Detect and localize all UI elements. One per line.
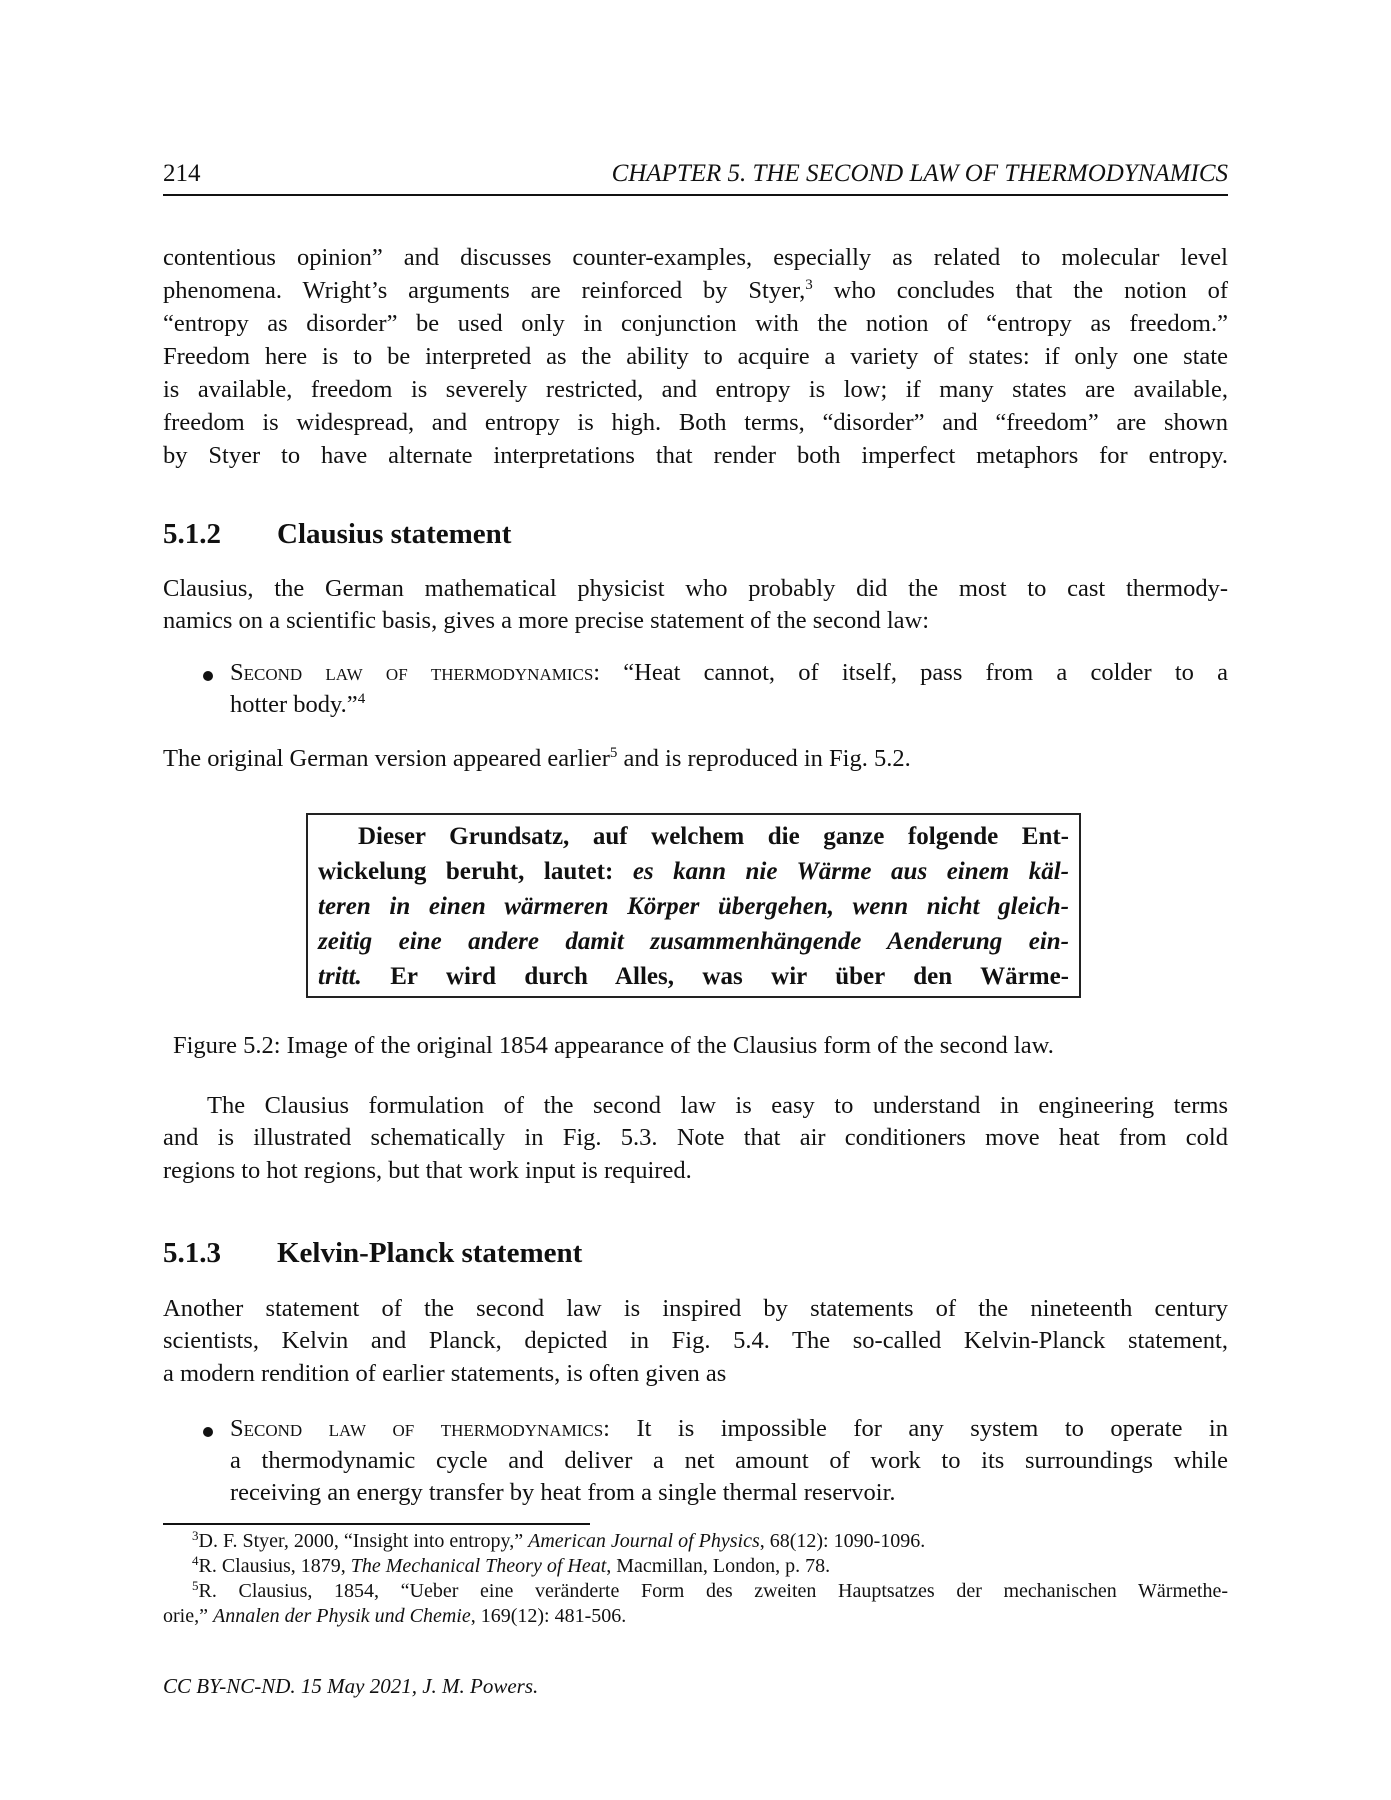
line-text: who concludes that the notion of xyxy=(812,277,1228,304)
footnote-5 xyxy=(192,1579,1228,1604)
paragraph-line: by Styer to have alternate interpretations that render both imperfect metaphors for entropy. xyxy=(163,442,1228,469)
bullet-line xyxy=(230,688,1228,721)
footnote-ref[interactable]: 3 xyxy=(805,277,813,293)
bullet-line: a thermodynamic cycle and deliver a net amount of work to its surroundings while xyxy=(230,1447,1228,1474)
footnote-4 xyxy=(192,1554,1257,1579)
figure-text: Er wird durch Alles, was wir über den Wärme- xyxy=(361,963,1069,990)
figure-text-italic: teren in einen wärmeren Körper übergehen, wenn nicht gleich- xyxy=(318,893,1069,920)
figure-text-line xyxy=(318,959,1069,994)
footnote-italic: The Mechanical Theory of Heat xyxy=(350,1555,607,1577)
figure-caption: Figure 5.2: Image of the original 1854 appearance of the Clausius form of the second law. xyxy=(173,1032,1054,1059)
figure-text-italic: zeitig eine andere damit zusammenhängende Aenderung ein- xyxy=(318,928,1069,955)
paragraph-line: and is illustrated schematically in Fig. 5.3. Note that air conditioners move heat from cold xyxy=(163,1124,1228,1151)
law-label: Second law of thermodynamics: xyxy=(230,659,601,686)
chapter-title: CHAPTER 5. THE SECOND LAW OF THERMODYNAMICS xyxy=(611,160,1228,187)
figure-text-italic: tritt. xyxy=(318,963,362,990)
footnote-text: D. F. Styer, 2000, “Insight into entropy,” xyxy=(198,1530,529,1552)
footnote-5-continued xyxy=(163,1604,1228,1629)
figure-text-line xyxy=(318,854,1069,889)
bullet-line: receiving an energy transfer by heat from a single thermal reservoir. xyxy=(230,1479,896,1506)
figure-text: wickelung beruht, lautet: xyxy=(318,858,633,885)
figure-5-2-image xyxy=(306,813,1081,998)
paragraph-line xyxy=(163,742,1228,775)
section-title: Clausius statement xyxy=(277,518,512,550)
footnote-3 xyxy=(192,1529,1257,1554)
figure-text-line xyxy=(318,889,1069,924)
footnote-text: , 68(12): 1090-1096. xyxy=(759,1530,926,1552)
figure-text-italic: es kann nie Wärme aus einem käl- xyxy=(632,858,1069,885)
paragraph-line: Clausius, the German mathematical physicist who probably did the most to cast thermody- xyxy=(163,575,1228,602)
paragraph-line: The Clausius formulation of the second law is easy to understand in engineering terms xyxy=(207,1092,1228,1119)
paragraph-line xyxy=(163,274,1228,307)
line-text: and is reproduced in Fig. 5.2. xyxy=(617,745,911,772)
line-text: The original German version appeared earlier xyxy=(163,745,610,772)
bullet-line xyxy=(230,1412,1228,1445)
footnote-marker: 5 xyxy=(192,1578,199,1593)
footnote-text: , 169(12): 481-506. xyxy=(470,1605,627,1627)
footnote-ref[interactable]: 5 xyxy=(609,745,618,761)
paragraph-line: scientists, Kelvin and Planck, depicted in Fig. 5.4. The so-called Kelvin-Planck statement, xyxy=(163,1327,1228,1354)
footnote-rule xyxy=(163,1523,590,1525)
bullet-icon xyxy=(203,1427,213,1437)
section-number: 5.1.2 xyxy=(163,518,221,550)
bullet-icon xyxy=(203,671,213,681)
law-label: Second law of thermodynamics: xyxy=(230,1415,610,1442)
running-head xyxy=(163,160,1228,194)
footnote-text: R. Clausius, 1854, “Ueber eine veränderte Form des zweiten Hauptsatzes der mechanischen Wärmethe- xyxy=(198,1580,1228,1602)
footnote-marker: 4 xyxy=(192,1553,199,1568)
paragraph-line: freedom is widespread, and entropy is high. Both terms, “disorder” and “freedom” are shown xyxy=(163,409,1228,436)
footnote-text: , Macmillan, London, p. 78. xyxy=(606,1555,831,1577)
footnote-italic: Annalen der Physik und Chemie xyxy=(212,1605,471,1627)
paragraph-line: Freedom here is to be interpreted as the ability to acquire a variety of states: if only one state xyxy=(163,343,1228,370)
section-number: 5.1.3 xyxy=(163,1237,221,1269)
paragraph-line: namics on a scientific basis, gives a more precise statement of the second law: xyxy=(163,607,930,634)
paragraph-line: contentious opinion” and discusses counter-examples, especially as related to molecular level xyxy=(163,244,1228,271)
figure-text-line xyxy=(318,924,1069,959)
paragraph-line: a modern rendition of earlier statements, is often given as xyxy=(163,1360,727,1387)
line-text: It is impossible for any system to operate in xyxy=(609,1415,1228,1442)
footnote-marker: 3 xyxy=(192,1528,199,1543)
paragraph-line: “entropy as disorder” be used only in conjunction with the notion of “entropy as freedom.” xyxy=(163,310,1228,337)
line-text: “Heat cannot, of itself, pass from a colder to a xyxy=(600,659,1228,686)
page-number: 214 xyxy=(163,160,201,187)
footnote-ref[interactable]: 4 xyxy=(357,691,366,707)
footnote-text: orie,” xyxy=(163,1605,213,1627)
line-text: phenomena. Wright’s arguments are reinforced by Styer, xyxy=(163,277,806,304)
page-footer: CC BY-NC-ND. 15 May 2021, J. M. Powers. xyxy=(163,1674,539,1698)
paragraph-line: Another statement of the second law is inspired by statements of the nineteenth century xyxy=(163,1295,1228,1322)
footnote-text: R. Clausius, 1879, xyxy=(198,1555,351,1577)
header-rule xyxy=(163,194,1228,196)
paragraph-line: regions to hot regions, but that work input is required. xyxy=(163,1157,692,1184)
figure-text-line: Dieser Grundsatz, auf welchem die ganze folgende Ent- xyxy=(358,823,1069,850)
bullet-line xyxy=(230,656,1228,689)
footnote-italic: American Journal of Physics xyxy=(528,1530,760,1552)
section-title: Kelvin-Planck statement xyxy=(277,1237,583,1269)
line-text: hotter body.” xyxy=(230,691,358,718)
paragraph-line: is available, freedom is severely restricted, and entropy is low; if many states are available, xyxy=(163,376,1228,403)
